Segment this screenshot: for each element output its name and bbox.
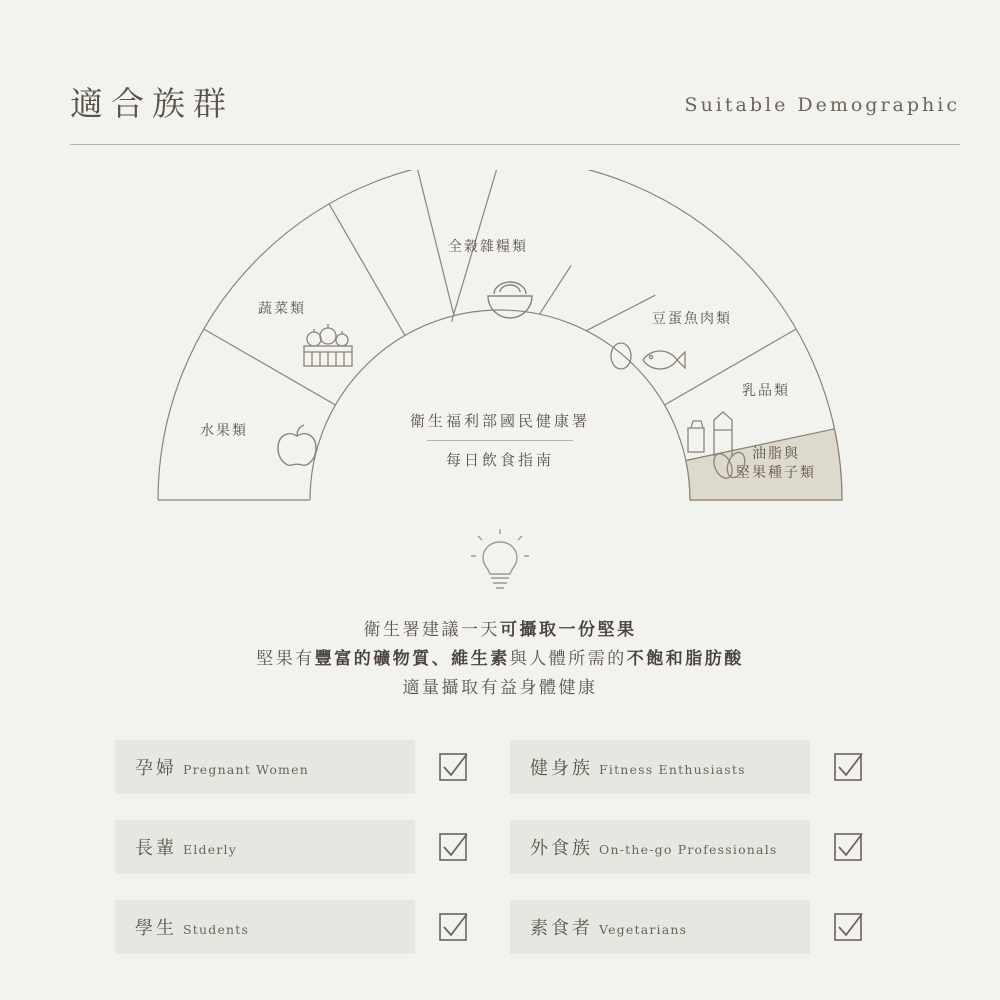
checklist-label-en: Pregnant Women bbox=[183, 762, 309, 777]
fan-center-line1: 衛生福利部國民健康署 bbox=[409, 412, 590, 430]
page-subtitle: Suitable Demographic bbox=[684, 94, 960, 116]
checklist-label-zh: 素食者 bbox=[530, 918, 593, 939]
checkbox-checked-icon[interactable] bbox=[833, 752, 863, 782]
list-item-label bbox=[510, 754, 746, 780]
message-line2-plain-2: 與人體所需的 bbox=[509, 649, 627, 669]
list-item-label bbox=[115, 834, 237, 860]
page-header bbox=[70, 72, 960, 145]
checkbox-checked-icon[interactable] bbox=[833, 832, 863, 862]
checklist-label-en: On-the-go Professionals bbox=[599, 842, 778, 857]
checklist-item-elderly[interactable] bbox=[115, 820, 490, 874]
nuts-icon bbox=[708, 448, 752, 482]
lightbulb-icon bbox=[470, 528, 530, 598]
checkbox-container[interactable] bbox=[810, 900, 885, 954]
checkbox-container[interactable] bbox=[415, 820, 490, 874]
fan-label-dairy: 乳品類 bbox=[742, 383, 790, 399]
checkbox-container[interactable] bbox=[810, 820, 885, 874]
vegetable-basket-icon bbox=[298, 320, 358, 372]
checkbox-container[interactable] bbox=[415, 740, 490, 794]
checkbox-container[interactable] bbox=[810, 740, 885, 794]
checkbox-checked-icon[interactable] bbox=[438, 832, 468, 862]
list-item-label bbox=[510, 914, 687, 940]
list-item-label bbox=[115, 754, 309, 780]
fan-label-vegetable: 蔬菜類 bbox=[258, 301, 306, 317]
message-line1-plain: 衛生署建議一天 bbox=[363, 620, 500, 640]
checklist-item-fitness-enthusiasts[interactable] bbox=[510, 740, 885, 794]
checklist-label-en: Elderly bbox=[183, 842, 237, 857]
checklist-label-zh: 學生 bbox=[135, 918, 177, 939]
fan-label-protein: 豆蛋魚肉類 bbox=[652, 311, 732, 327]
fan-label-grain: 全穀雜糧類 bbox=[448, 239, 528, 255]
recommendation-message bbox=[0, 616, 1000, 703]
checkbox-checked-icon[interactable] bbox=[438, 752, 468, 782]
checklist-label-zh: 長輩 bbox=[135, 838, 177, 859]
list-item-label bbox=[115, 914, 249, 940]
fan-center-text bbox=[390, 410, 610, 470]
message-line2-plain-1: 堅果有 bbox=[256, 649, 315, 669]
message-line2-strong-2: 不飽和脂肪酸 bbox=[626, 649, 744, 669]
demographic-checklist bbox=[115, 740, 885, 954]
checklist-label-zh: 健身族 bbox=[530, 758, 593, 779]
checklist-label-zh: 孕婦 bbox=[135, 758, 177, 779]
fan-label-oil-line2: 堅果種子類 bbox=[736, 465, 816, 481]
checkbox-checked-icon[interactable] bbox=[833, 912, 863, 942]
checklist-item-students[interactable] bbox=[115, 900, 490, 954]
checklist-label-en: Fitness Enthusiasts bbox=[599, 762, 746, 777]
apple-icon bbox=[272, 422, 322, 470]
message-line2-strong-1: 豐富的礦物質、維生素 bbox=[314, 649, 510, 669]
page-title: 適合族群 bbox=[70, 84, 234, 123]
fan-center-divider bbox=[427, 440, 573, 441]
message-line-2 bbox=[0, 645, 1000, 674]
message-line1-strong: 可攝取一份堅果 bbox=[500, 620, 637, 640]
checklist-item-on-the-go-professionals[interactable] bbox=[510, 820, 885, 874]
checklist-label-zh: 外食族 bbox=[530, 838, 593, 859]
checklist-label-en: Students bbox=[183, 922, 250, 937]
checkbox-container[interactable] bbox=[415, 900, 490, 954]
fish-egg-icon bbox=[605, 338, 687, 380]
message-line-3: 適量攝取有益身體健康 bbox=[402, 678, 598, 698]
rice-bowl-icon bbox=[480, 270, 540, 320]
fan-label-fruit: 水果類 bbox=[200, 423, 248, 439]
list-item-label bbox=[510, 834, 778, 860]
food-guide-fan-diagram bbox=[150, 170, 850, 510]
message-line-1 bbox=[0, 616, 1000, 645]
checklist-item-vegetarians[interactable] bbox=[510, 900, 885, 954]
checklist-label-en: Vegetarians bbox=[599, 922, 688, 937]
checkbox-checked-icon[interactable] bbox=[438, 912, 468, 942]
fan-label-oil-line1: 油脂與 bbox=[752, 446, 800, 462]
checklist-item-pregnant-women[interactable] bbox=[115, 740, 490, 794]
fan-center-line2: 每日飲食指南 bbox=[445, 451, 554, 469]
